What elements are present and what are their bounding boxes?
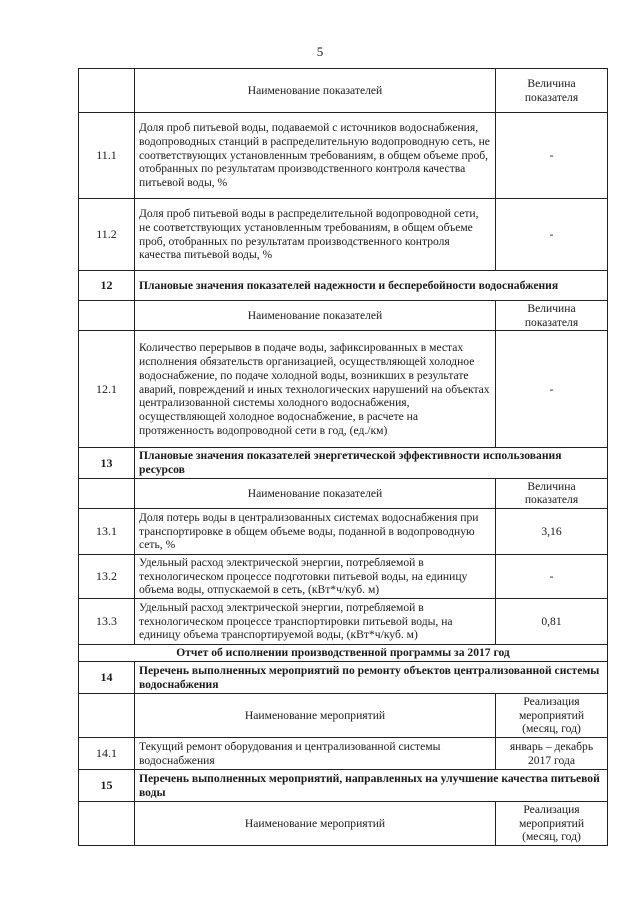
section-number: 15 xyxy=(79,770,135,802)
section-number: 14 xyxy=(79,662,135,694)
row-number: 13.1 xyxy=(79,509,135,555)
row-description: Количество перерывов в подаче воды, зафиксированных в местах исполнения обязательств организацией, осуществляющей холодное водоснабжение, по подаче холодной воды, возникших в результате аварий, повреждений и иных технологических нарушений на объектах централизованной системы холодного водоснабжения, осуществляющей холодное водоснабжение, в расчете на протяженность водопроводной сети в год, (ед./км) xyxy=(135,331,496,448)
name-header-cell: Наименование показателей xyxy=(135,478,496,508)
section-row xyxy=(79,271,608,301)
row-description: Доля проб питьевой воды в распределительной водопроводной сети, не соответствующих установленным требованиям, в общем объеме проб, отобранных по результатам производственного контроля качества питьевой воды, % xyxy=(135,199,496,271)
row-value: январь – декабрь 2017 года xyxy=(496,738,608,770)
section-title: Плановые значения показателей энергетической эффективности использования ресурсов xyxy=(135,448,608,478)
table-header-row xyxy=(79,802,608,846)
section-title: Перечень выполненных мероприятий по ремонту объектов централизованной системы водоснабжения xyxy=(135,662,608,694)
table-row xyxy=(79,199,608,271)
name-header-cell: Наименование показателей xyxy=(135,69,496,113)
table-row xyxy=(79,509,608,555)
report-title: Отчет об исполнении производственной программы за 2017 год xyxy=(79,645,608,662)
num-header-cell xyxy=(79,478,135,508)
table-row xyxy=(79,113,608,199)
row-number: 11.1 xyxy=(79,113,135,199)
table-header-row xyxy=(79,478,608,508)
value-header-cell: Величина показателя xyxy=(496,478,608,508)
value-header-cell: Реализация мероприятий (месяц, год) xyxy=(496,694,608,738)
row-description: Доля потерь воды в централизованных системах водоснабжения при транспортировке в общем объеме воды, поданной в водопроводную сеть, % xyxy=(135,509,496,555)
section-title: Перечень выполненных мероприятий, направленных на улучшение качества питьевой воды xyxy=(135,770,608,802)
row-number: 13.2 xyxy=(79,555,135,599)
section-row xyxy=(79,662,608,694)
indicators-table xyxy=(78,68,608,846)
row-description: Удельный расход электрической энергии, потребляемой в технологическом процессе подготовки питьевой воды, на единицу объема воды, отпускаемой в сеть, (кВт*ч/куб. м) xyxy=(135,555,496,599)
section-number: 13 xyxy=(79,448,135,478)
num-header-cell xyxy=(79,694,135,738)
name-header-cell: Наименование мероприятий xyxy=(135,802,496,846)
table-header-row xyxy=(79,694,608,738)
name-header-cell: Наименование мероприятий xyxy=(135,694,496,738)
table-row xyxy=(79,331,608,448)
row-number: 13.3 xyxy=(79,599,135,645)
table-header-row xyxy=(79,301,608,331)
table-header-row xyxy=(79,69,608,113)
num-header-cell xyxy=(79,802,135,846)
value-header-cell: Реализация мероприятий (месяц, год) xyxy=(496,802,608,846)
row-value: - xyxy=(496,331,608,448)
section-row xyxy=(79,448,608,478)
row-description: Доля проб питьевой воды, подаваемой с источников водоснабжения, водопроводных станций в распределительную водопроводную сеть, не соответствующих установленным требованиям, в общем объеме проб, отобранных по результатам производственного контроля качества питьевой воды, % xyxy=(135,113,496,199)
row-description: Удельный расход электрической энергии, потребляемой в технологическом процессе транспортировки питьевой воды, на единицу объема транспортируемой воды, (кВт*ч/куб. м) xyxy=(135,599,496,645)
row-value: - xyxy=(496,113,608,199)
row-value: 0,81 xyxy=(496,599,608,645)
row-value: 3,16 xyxy=(496,509,608,555)
row-description: Текущий ремонт оборудования и централизованной системы водоснабжения xyxy=(135,738,496,770)
section-row xyxy=(79,770,608,802)
name-header-cell: Наименование показателей xyxy=(135,301,496,331)
section-title: Плановые значения показателей надежности и бесперебойности водоснабжения xyxy=(135,271,608,301)
row-value: - xyxy=(496,199,608,271)
table-row xyxy=(79,555,608,599)
value-header-cell: Величина показателя xyxy=(496,301,608,331)
section-number: 12 xyxy=(79,271,135,301)
table-row xyxy=(79,738,608,770)
table-row xyxy=(79,599,608,645)
page-number: 5 xyxy=(316,44,324,59)
value-header-cell: Величина показателя xyxy=(496,69,608,113)
row-number: 11.2 xyxy=(79,199,135,271)
row-number: 14.1 xyxy=(79,738,135,770)
report-title-row xyxy=(79,645,608,662)
num-header-cell xyxy=(79,69,135,113)
row-number: 12.1 xyxy=(79,331,135,448)
num-header-cell xyxy=(79,301,135,331)
row-value: - xyxy=(496,555,608,599)
